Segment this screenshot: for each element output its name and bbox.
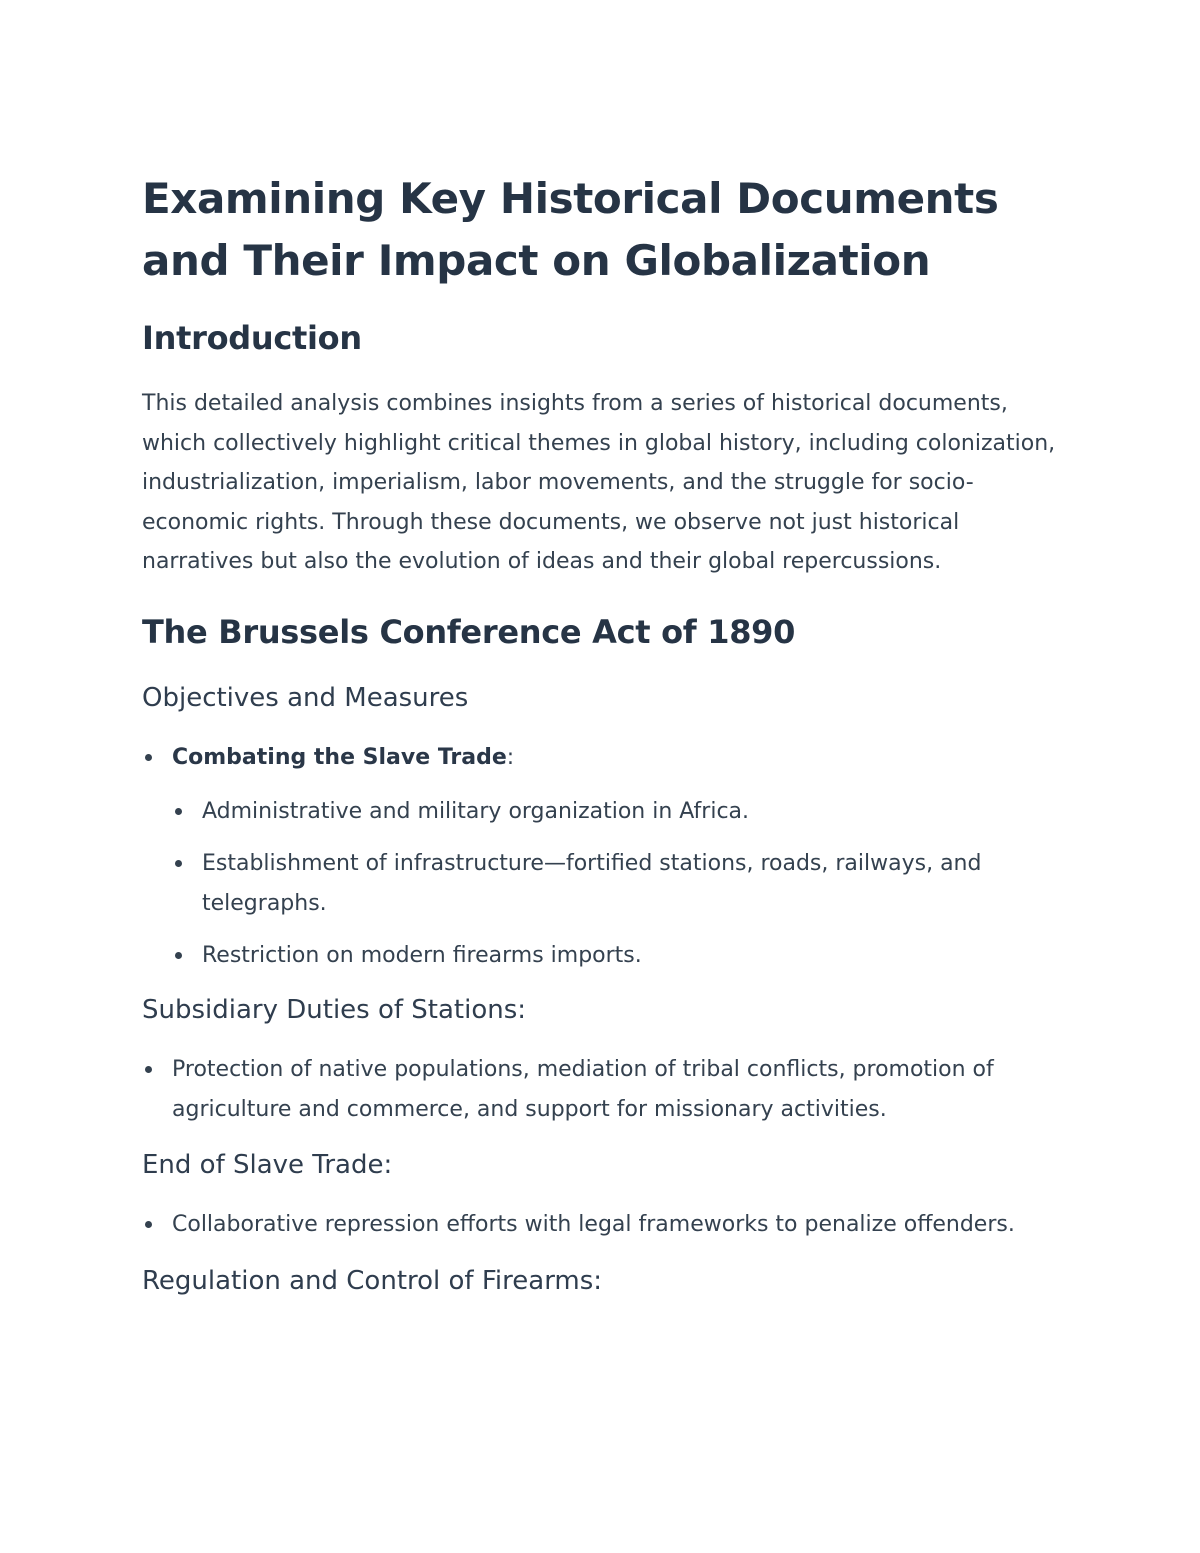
end-slave-list [142,1205,1072,1245]
document-title: Examining Key Historical Documents and Their Impact on Globalization [142,174,999,285]
objectives-sublist-items [142,792,1072,976]
bullet-icon [145,754,152,761]
bullet-icon [145,1221,152,1228]
subheading-end-slave-trade: End of Slave Trade: [142,1150,393,1181]
document-page [142,168,1072,1299]
subheading-objectives: Objectives and Measures [142,682,469,713]
list-item [142,844,1072,923]
list-item-text: Establishment of infrastructure—fortified stations, roads, railways, and telegraphs. [202,851,982,916]
bullet-icon [175,952,182,959]
list-item-text: Administrative and military organization in Africa. [202,798,750,824]
intro-heading: Introduction [142,319,362,357]
objectives-list [142,738,1072,778]
list-item [142,792,1072,832]
list-item-text: Protection of native populations, mediation of tribal conflicts, promotion of agriculture and commerce, and support for missionary activities. [172,1056,994,1122]
list-item-text: Restriction on modern firearms imports. [202,943,642,969]
intro-paragraph: This detailed analysis combines insights from a series of historical documents, which collectively highlight critical themes in global history, including colonization, industrialization, imperialism, labor movements, and the struggle for socio-economic rights. Through these documents, we observe not just historical narratives but also the evolution of ideas and their global repercussions. [142,391,1056,575]
list-item [142,936,1072,976]
bullet-icon [145,1066,152,1073]
list-item-bold: Combating the Slave Trade [172,744,507,770]
bullet-icon [175,860,182,867]
list-item-suffix: : [506,744,515,770]
subheading-subsidiary: Subsidiary Duties of Stations: [142,994,527,1025]
subsidiary-list [142,1050,1072,1129]
subheading-firearms: Regulation and Control of Firearms: [142,1265,603,1296]
bullet-icon [175,808,182,815]
list-item [142,1050,1072,1129]
list-item-text: Collaborative repression efforts with legal frameworks to penalize offenders. [172,1212,1015,1238]
list-item [142,738,1072,778]
section-heading-brussels: The Brussels Conference Act of 1890 [142,612,796,651]
list-item [142,1205,1072,1245]
